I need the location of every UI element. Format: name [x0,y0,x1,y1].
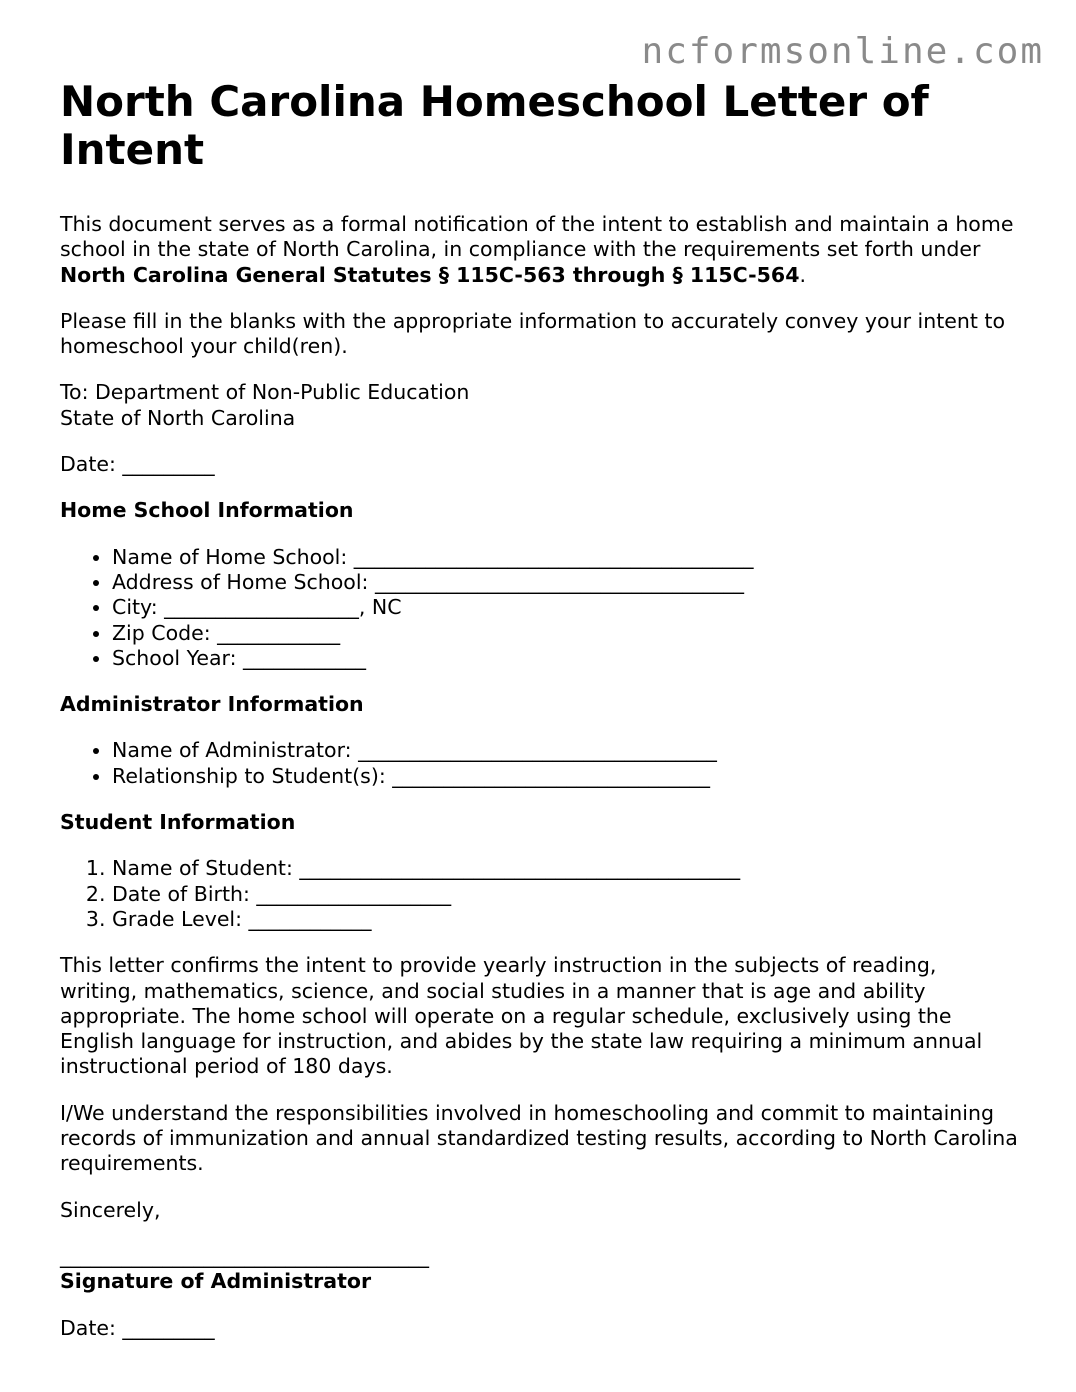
list-item-home-school-address: • Address of Home School: ____________________________________ [112,570,1020,595]
intro-paragraph [60,212,1020,288]
site-watermark: ncformsonline.com [641,31,1044,72]
list-item-date-of-birth: 2. Date of Birth: ___________________ [112,882,1020,907]
list-item-home-school-name: • Name of Home School: _______________________________________ [112,545,1020,570]
confirmation-paragraph: This letter confirms the intent to provide yearly instruction in the subjects of reading, writing, mathematics, science, and social studies in a manner that is age and ability appropriate. The home school will operate on a regular schedule, exclusively using the English language for instruction, and abides by the state law requiring a minimum annual instructional period of 180 days. [60,953,983,1079]
list-item-relationship: • Relationship to Student(s): _______________________________ [112,764,1020,789]
list-item-city: • City: ___________________, NC [112,595,1020,620]
letter-document [60,78,1020,1341]
signature-label: Signature of Administrator [60,1269,372,1294]
understanding-paragraph: I/We understand the responsibilities involved in homeschooling and commit to maintaining records of immunization and annual standardized testing results, according to North Carolina requirements. [60,1100,1018,1176]
list-item-zip-code: • Zip Code: ____________ [112,621,1020,646]
list-item-student-name: 1. Name of Student: ___________________________________________ [112,856,1020,881]
page-title: North Carolina Homeschool Letter of Intent [60,77,929,174]
administrator-list [60,738,1020,789]
recipient-line-2: State of North Carolina [60,405,296,430]
closing: Sincerely, [60,1197,161,1222]
list-item-school-year: • School Year: ____________ [112,646,1020,671]
student-heading: Student Information [60,810,296,835]
intro-text: This document serves as a formal notification of the intent to establish and maintain a home school in the state of North Carolina, in compliance with the requirements set forth under [60,212,1014,262]
list-item-grade-level: 3. Grade Level: ____________ [112,907,1020,932]
signature-line: ____________________________________ [60,1243,429,1268]
recipient-block [60,380,1020,431]
list-item-administrator-name: • Name of Administrator: ___________________________________ [112,738,1020,763]
student-list [60,856,1020,932]
recipient-line-1: To: Department of Non-Public Education [60,380,470,405]
fill-instructions: Please fill in the blanks with the appropriate information to accurately convey your intent to homeschool your child(ren). [60,308,1005,359]
date-field: Date: _________ [60,452,215,477]
administrator-heading: Administrator Information [60,692,364,717]
statute-reference: North Carolina General Statutes § 115C-563 through § 115C-564 [60,262,800,287]
home-school-list [60,545,1020,671]
signature-date-field: Date: _________ [60,1315,215,1340]
intro-end: . [799,262,806,287]
home-school-heading: Home School Information [60,498,354,523]
